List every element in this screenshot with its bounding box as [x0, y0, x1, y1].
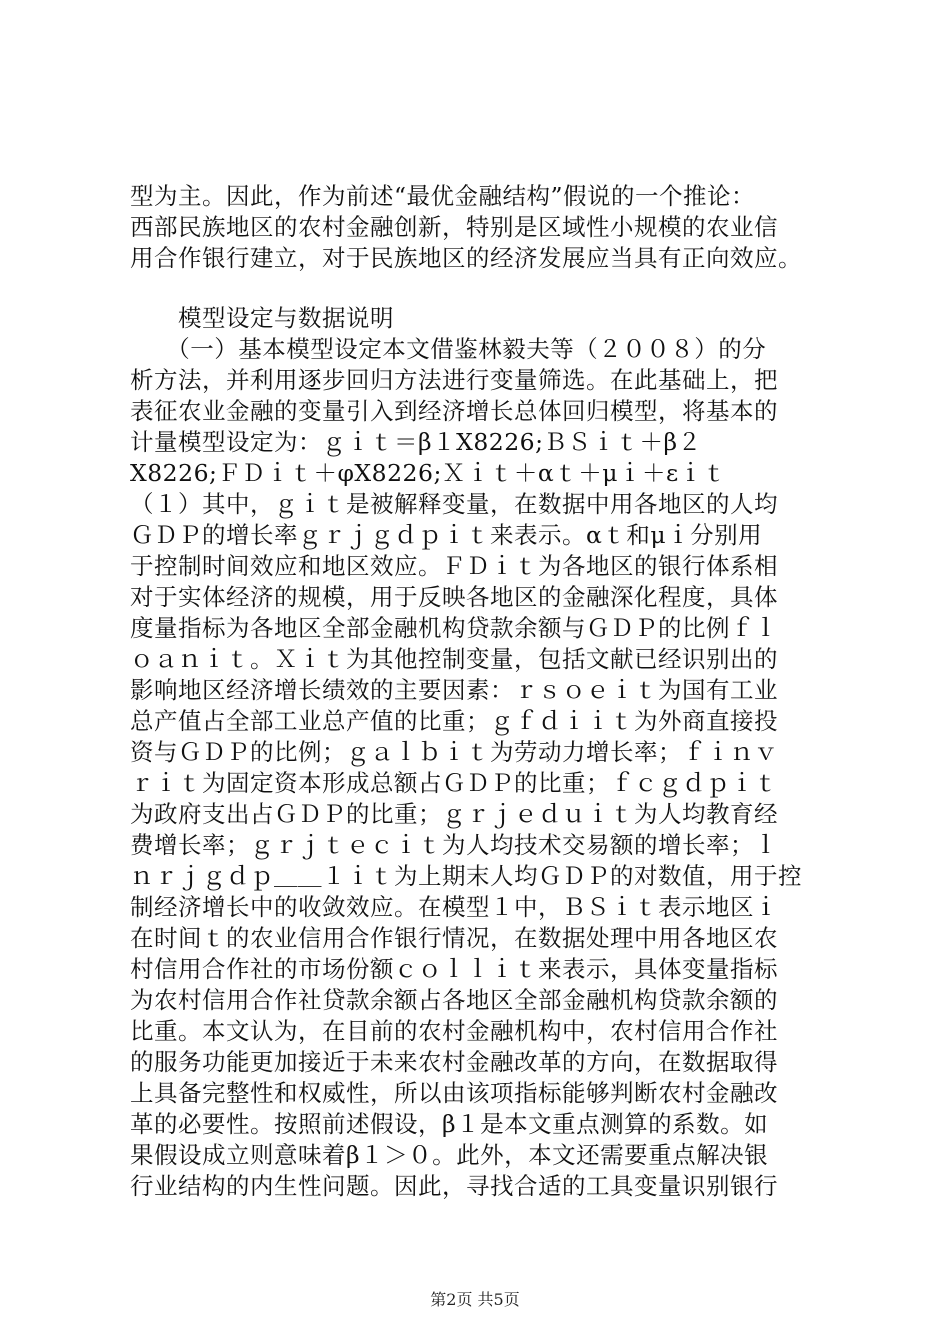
text-line: 为政府支出占ＧＤＰ的比重；ｇｒｊｅｄｕｉｔ为人均教育经 — [130, 800, 778, 828]
text-line: ｎｒｊｇｄｐ＿＿１ｉｔ为上期末人均ＧＤＰ的对数值，用于控 — [130, 862, 802, 890]
text-line: 革的必要性。按照前述假设，β１是本文重点测算的系数。如 — [130, 1110, 769, 1138]
text-line: 制经济增长中的收敛效应。在模型１中，ＢＳｉｔ表示地区ｉ — [130, 893, 778, 921]
formula-line: 计量模型设定为：ｇｉｔ＝β１X8226;ＢＳｉｔ＋β２ — [130, 428, 702, 456]
section-heading: 模型设定与数据说明 — [130, 304, 394, 332]
text-line: （一）基本模型设定本文借鉴林毅夫等（２００８）的分 — [130, 335, 767, 363]
text-line: 行业结构的内生性问题。因此，寻找合适的工具变量识别银行 — [130, 1172, 778, 1200]
text-line: 析方法，并利用逐步回归方法进行变量筛选。在此基础上，把 — [130, 366, 778, 394]
text-line: ＧＤＰ的增长率ｇｒｊｇｄｐｉｔ来表示。αｔ和μｉ分别用 — [130, 521, 763, 549]
text-line: 果假设成立则意味着β１＞０。此外，本文还需要重点解决银 — [130, 1141, 769, 1169]
text-line: 表征农业金融的变量引入到经济增长总体回归模型，将基本的 — [130, 397, 778, 425]
text-line: 西部民族地区的农村金融创新，特别是区域性小规模的农业信 — [130, 213, 778, 241]
text-line: 费增长率；ｇｒｊｔｅｃｉｔ为人均技术交易额的增长率；ｌ — [130, 831, 778, 859]
text-line: 于控制时间效应和地区效应。ＦＤｉｔ为各地区的银行体系相 — [130, 552, 778, 580]
text-line: ｏａｎｉｔ。Ｘｉｔ为其他控制变量，包括文献已经识别出的 — [130, 645, 778, 673]
text-line: 上具备完整性和权威性，所以由该项指标能够判断农村金融改 — [130, 1079, 778, 1107]
text-line: 村信用合作社的市场份额ｃｏｌｌｉｔ来表示，具体变量指标 — [130, 955, 778, 983]
text-line: 对于实体经济的规模，用于反映各地区的金融深化程度，具体 — [130, 583, 778, 611]
text-line: 影响地区经济增长绩效的主要因素：ｒｓｏｅｉｔ为国有工业 — [130, 676, 778, 704]
text-line: 资与ＧＤＰ的比例；ｇａｌｂｉｔ为劳动力增长率；ｆｉｎｖ — [130, 738, 778, 766]
text-line: 型为主。因此，作为前述“最优金融结构”假说的一个推论： — [130, 182, 756, 210]
text-line: ｒｉｔ为固定资本形成总额占ＧＤＰ的比重；ｆｃｇｄｐｉｔ — [130, 769, 778, 797]
page-number-footer: 第2页 共5页 — [430, 1290, 520, 1309]
formula-line: X8226;ＦＤｉｔ＋φX8226;Ｘｉｔ＋αｔ＋μｉ＋εｉｔ — [130, 459, 727, 487]
text-line: 用合作银行建立，对于民族地区的经济发展应当具有正向效应。 — [130, 244, 802, 272]
text-line: 在时间ｔ的农业信用合作银行情况，在数据处理中用各地区农 — [130, 924, 778, 952]
text-line: 的服务功能更加接近于未来农村金融改革的方向，在数据取得 — [130, 1048, 778, 1076]
text-line: 总产值占全部工业总产值的比重；ｇｆｄｉｉｔ为外商直接投 — [130, 707, 778, 735]
text-line: 为农村信用合作社贷款余额占各地区全部金融机构贷款余额的 — [130, 986, 778, 1014]
text-line: 比重。本文认为，在目前的农村金融机构中，农村信用合作社 — [130, 1017, 778, 1045]
text-line: 度量指标为各地区全部金融机构贷款余额与ＧＤＰ的比例ｆｌ — [130, 614, 778, 642]
text-line: （１）其中，ｇｉｔ是被解释变量，在数据中用各地区的人均 — [130, 490, 778, 518]
